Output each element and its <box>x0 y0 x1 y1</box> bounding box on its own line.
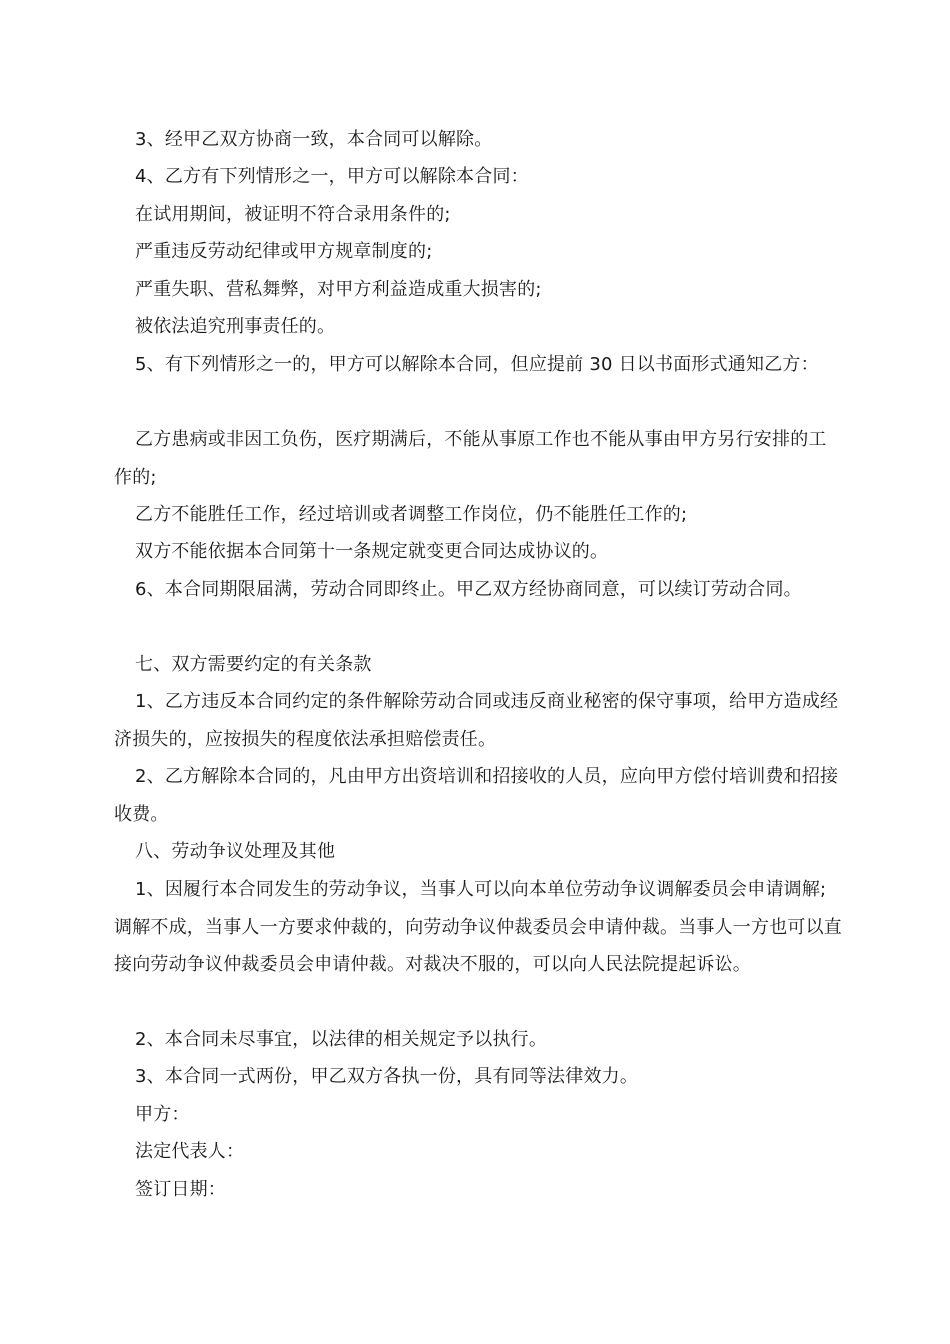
section-7-clause-2: 2、乙方解除本合同的，凡由甲方出资培训和招接收的人员，应向甲方偿付培训费和招接收费。 <box>114 766 839 825</box>
clause-5-item-incompetence: 乙方不能胜任工作，经过培训或者调整工作岗位，仍不能胜任工作的; <box>135 504 688 525</box>
signature-party-a: 甲方： <box>135 1104 190 1125</box>
section-8-clause-1: 1、因履行本合同发生的劳动争议，当事人可以向本单位劳动争议调解委员会申请调解;调解不成，当事人一方要求仲裁的，向劳动争议仲裁委员会申请仲裁。当事人一方也可以直接向劳动争议仲裁委员会申请仲裁。对裁决不服的，可以向人民法院提起诉讼。 <box>114 879 842 975</box>
clause-4-item-probation: 在试用期间，被证明不符合录用条件的; <box>135 204 451 225</box>
signature-legal-representative: 法定代表人： <box>135 1141 245 1162</box>
clause-6-expiry: 6、本合同期限届满，劳动合同即终止。甲乙双方经协商同意，可以续订劳动合同。 <box>135 579 802 600</box>
clause-4-item-criminal: 被依法追究刑事责任的。 <box>135 316 336 337</box>
clause-4-employer-termination: 4、乙方有下列情形之一，甲方可以解除本合同： <box>135 166 529 187</box>
clause-5-notice-termination: 5、有下列情形之一的，甲方可以解除本合同，但应提前 30 日以书面形式通知乙方： <box>135 354 819 375</box>
section-8-clause-2: 2、本合同未尽事宜，以法律的相关规定予以执行。 <box>135 1029 548 1050</box>
section-8-clause-3: 3、本合同一式两份，甲乙双方各执一份，具有同等法律效力。 <box>135 1066 639 1087</box>
section-7-heading: 七、双方需要约定的有关条款 <box>135 654 372 675</box>
clause-5-item-illness: 乙方患病或非因工负伤，医疗期满后，不能从事原工作也不能从事由甲方另行安排的工作的; <box>114 429 827 488</box>
section-8-heading: 八、劳动争议处理及其他 <box>135 841 336 862</box>
section-7-clause-1: 1、乙方违反本合同约定的条件解除劳动合同或违反商业秘密的保守事项，给甲方造成经济损失的，应按损失的程度依法承担赔偿责任。 <box>114 691 839 750</box>
clause-4-item-discipline: 严重违反劳动纪律或甲方规章制度的; <box>135 241 433 262</box>
clause-5-item-no-agreement: 双方不能依据本合同第十一条规定就变更合同达成协议的。 <box>135 541 609 562</box>
clause-3-mutual-termination: 3、经甲乙双方协商一致，本合同可以解除。 <box>135 129 493 150</box>
clause-4-item-misconduct: 严重失职、营私舞弊，对甲方利益造成重大损害的; <box>135 279 542 300</box>
signature-date: 签订日期： <box>135 1179 226 1200</box>
